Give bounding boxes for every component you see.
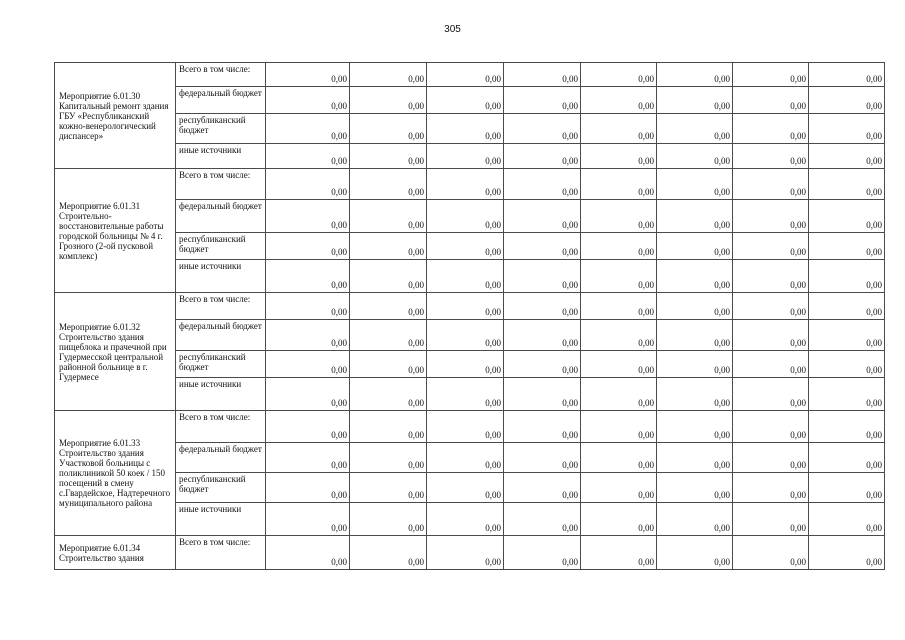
value-cell: 0,00 [657,233,733,260]
value-cell: 0,00 [657,169,733,200]
measure-title: Мероприятие 6.01.34 Строительство здания [55,536,176,570]
value-cell: 0,00 [504,233,581,260]
funding-source-label: Всего в том числе: [176,169,266,200]
value-cell: 0,00 [809,293,885,320]
value-cell: 0,00 [657,260,733,293]
table-row [55,114,885,144]
value-cell: 0,00 [809,63,885,87]
value-cell: 0,00 [581,536,657,570]
value-cell: 0,00 [657,63,733,87]
value-cell: 0,00 [350,87,427,114]
value-cell: 0,00 [809,144,885,169]
value-cell: 0,00 [266,233,350,260]
value-cell: 0,00 [733,144,809,169]
value-cell: 0,00 [809,87,885,114]
value-cell: 0,00 [427,473,504,503]
table-row [55,233,885,260]
value-cell: 0,00 [350,536,427,570]
funding-source-label: иные источники [176,503,266,536]
value-cell: 0,00 [809,114,885,144]
value-cell: 0,00 [427,503,504,536]
value-cell: 0,00 [504,169,581,200]
value-cell: 0,00 [581,443,657,473]
value-cell: 0,00 [809,260,885,293]
funding-source-label: Всего в том числе: [176,536,266,570]
value-cell: 0,00 [733,233,809,260]
funding-source-label: федеральный бюджет [176,443,266,473]
table-row [55,503,885,536]
table-row [55,351,885,378]
value-cell: 0,00 [733,169,809,200]
value-cell: 0,00 [657,536,733,570]
value-cell: 0,00 [809,536,885,570]
table-row [55,443,885,473]
value-cell: 0,00 [350,351,427,378]
value-cell: 0,00 [266,114,350,144]
measure-title: Мероприятие 6.01.33 Строительство здания Участковой больницы с поликлиникой 50 коек / 150 посещений в смену с.Гвардейское, Надтеречного муниципального района [55,411,176,536]
value-cell: 0,00 [266,351,350,378]
value-cell: 0,00 [809,378,885,411]
value-cell: 0,00 [733,503,809,536]
funding-source-label: Всего в том числе: [176,411,266,443]
value-cell: 0,00 [733,63,809,87]
value-cell: 0,00 [581,87,657,114]
value-cell: 0,00 [581,169,657,200]
value-cell: 0,00 [504,473,581,503]
page-number: 305 [444,24,461,35]
table-row [55,87,885,114]
value-cell: 0,00 [657,87,733,114]
value-cell: 0,00 [581,63,657,87]
value-cell: 0,00 [657,473,733,503]
funding-source-label: республиканский бюджет [176,473,266,503]
value-cell: 0,00 [581,293,657,320]
value-cell: 0,00 [581,411,657,443]
funding-source-label: Всего в том числе: [176,63,266,87]
value-cell: 0,00 [266,87,350,114]
value-cell: 0,00 [350,378,427,411]
value-cell: 0,00 [266,443,350,473]
value-cell: 0,00 [657,293,733,320]
value-cell: 0,00 [733,351,809,378]
table-row [55,63,885,87]
value-cell: 0,00 [350,411,427,443]
value-cell: 0,00 [504,351,581,378]
funding-source-label: Всего в том числе: [176,293,266,320]
value-cell: 0,00 [657,378,733,411]
value-cell: 0,00 [504,114,581,144]
value-cell: 0,00 [733,114,809,144]
value-cell: 0,00 [266,411,350,443]
value-cell: 0,00 [350,169,427,200]
value-cell: 0,00 [504,378,581,411]
value-cell: 0,00 [350,114,427,144]
value-cell: 0,00 [581,114,657,144]
value-cell: 0,00 [733,200,809,233]
value-cell: 0,00 [581,351,657,378]
value-cell: 0,00 [733,443,809,473]
value-cell: 0,00 [427,536,504,570]
value-cell: 0,00 [427,63,504,87]
value-cell: 0,00 [427,378,504,411]
value-cell: 0,00 [809,473,885,503]
value-cell: 0,00 [427,293,504,320]
value-cell: 0,00 [809,320,885,351]
budget-table [54,62,885,570]
value-cell: 0,00 [581,144,657,169]
value-cell: 0,00 [581,503,657,536]
table-row [55,293,885,320]
value-cell: 0,00 [581,378,657,411]
value-cell: 0,00 [350,200,427,233]
value-cell: 0,00 [504,260,581,293]
table-row [55,411,885,443]
value-cell: 0,00 [733,378,809,411]
funding-source-label: федеральный бюджет [176,320,266,351]
value-cell: 0,00 [809,411,885,443]
value-cell: 0,00 [733,293,809,320]
value-cell: 0,00 [427,200,504,233]
value-cell: 0,00 [657,351,733,378]
value-cell: 0,00 [350,144,427,169]
funding-source-label: иные источники [176,378,266,411]
value-cell: 0,00 [266,144,350,169]
table-row [55,200,885,233]
value-cell: 0,00 [657,200,733,233]
value-cell: 0,00 [266,320,350,351]
value-cell: 0,00 [504,536,581,570]
value-cell: 0,00 [657,443,733,473]
value-cell: 0,00 [266,63,350,87]
value-cell: 0,00 [809,443,885,473]
measure-title: Мероприятие 6.01.30 Капитальный ремонт здания ГБУ «Республиканский кожно-венерологический диспансер» [55,63,176,169]
value-cell: 0,00 [266,378,350,411]
value-cell: 0,00 [427,443,504,473]
funding-source-label: иные источники [176,260,266,293]
value-cell: 0,00 [504,144,581,169]
value-cell: 0,00 [350,63,427,87]
value-cell: 0,00 [350,260,427,293]
funding-source-label: федеральный бюджет [176,200,266,233]
value-cell: 0,00 [504,87,581,114]
value-cell: 0,00 [427,114,504,144]
value-cell: 0,00 [733,320,809,351]
funding-source-label: федеральный бюджет [176,87,266,114]
value-cell: 0,00 [581,260,657,293]
value-cell: 0,00 [809,169,885,200]
value-cell: 0,00 [809,233,885,260]
value-cell: 0,00 [427,320,504,351]
value-cell: 0,00 [266,536,350,570]
value-cell: 0,00 [427,87,504,114]
value-cell: 0,00 [733,87,809,114]
value-cell: 0,00 [266,200,350,233]
value-cell: 0,00 [350,443,427,473]
value-cell: 0,00 [504,293,581,320]
table-row [55,169,885,200]
value-cell: 0,00 [427,144,504,169]
value-cell: 0,00 [733,260,809,293]
measure-title: Мероприятие 6.01.32 Строительство здания пищеблока и прачечной при Гудермесской центральной районной больнице в г. Гудермесе [55,293,176,411]
value-cell: 0,00 [504,63,581,87]
value-cell: 0,00 [581,473,657,503]
value-cell: 0,00 [266,473,350,503]
table-row [55,144,885,169]
value-cell: 0,00 [350,293,427,320]
value-cell: 0,00 [581,233,657,260]
value-cell: 0,00 [733,411,809,443]
value-cell: 0,00 [809,351,885,378]
value-cell: 0,00 [427,260,504,293]
measure-title: Мероприятие 6.01.31 Строительно-восстановительные работы городской больницы № 4 г. Грозного (2-ой пусковой комплекс) [55,169,176,293]
value-cell: 0,00 [581,320,657,351]
value-cell: 0,00 [266,169,350,200]
value-cell: 0,00 [266,260,350,293]
value-cell: 0,00 [504,320,581,351]
value-cell: 0,00 [657,411,733,443]
value-cell: 0,00 [733,473,809,503]
value-cell: 0,00 [266,503,350,536]
value-cell: 0,00 [657,320,733,351]
value-cell: 0,00 [581,200,657,233]
table-row [55,536,885,570]
value-cell: 0,00 [657,114,733,144]
value-cell: 0,00 [504,411,581,443]
value-cell: 0,00 [504,443,581,473]
funding-source-label: иные источники [176,144,266,169]
value-cell: 0,00 [733,536,809,570]
value-cell: 0,00 [350,473,427,503]
value-cell: 0,00 [350,320,427,351]
funding-source-label: республиканский бюджет [176,114,266,144]
value-cell: 0,00 [809,503,885,536]
funding-source-label: республиканский бюджет [176,351,266,378]
value-cell: 0,00 [350,233,427,260]
value-cell: 0,00 [657,144,733,169]
value-cell: 0,00 [504,200,581,233]
value-cell: 0,00 [266,293,350,320]
table-row [55,260,885,293]
value-cell: 0,00 [427,351,504,378]
value-cell: 0,00 [427,411,504,443]
table-row [55,320,885,351]
table-row [55,473,885,503]
value-cell: 0,00 [427,233,504,260]
value-cell: 0,00 [657,503,733,536]
value-cell: 0,00 [504,503,581,536]
table-row [55,378,885,411]
value-cell: 0,00 [350,503,427,536]
value-cell: 0,00 [427,169,504,200]
funding-source-label: республиканский бюджет [176,233,266,260]
value-cell: 0,00 [809,200,885,233]
